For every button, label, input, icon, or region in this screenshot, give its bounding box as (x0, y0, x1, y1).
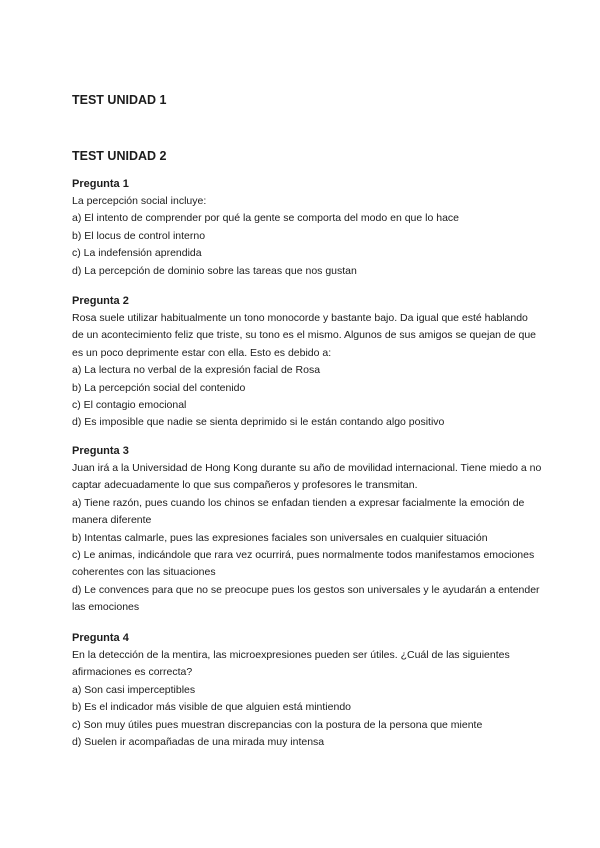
question-title: Pregunta 4 (72, 632, 129, 644)
question-title: Pregunta 3 (72, 445, 129, 457)
question-text: La percepción social incluye: (72, 195, 207, 207)
answer-option-b: b) Intentas calmarle, pues las expresiones faciales son universales en cualquier situación (72, 531, 488, 544)
answer-option-b: b) Es el indicador más visible de que alguien está mintiendo (72, 701, 351, 714)
question-title: Pregunta 2 (72, 295, 129, 307)
answer-option-a: a) Son casi imperceptibles (72, 683, 196, 696)
question-2 (72, 293, 542, 432)
heading-test-unidad-2: TEST UNIDAD 2 (72, 149, 167, 163)
answer-option-c: c) El contagio emocional (72, 399, 187, 412)
answer-option-a: a) La lectura no verbal de la expresión facial de Rosa (72, 364, 321, 377)
answer-option-c: c) Son muy útiles pues muestran discrepancias con la postura de la persona que miente (72, 718, 483, 731)
answer-option-c: c) Le animas, indicándole que rara vez ocurrirá, pues normalmente todos manifestamos emociones coherentes con las situaciones (72, 549, 535, 579)
answer-option-b: b) La percepción social del contenido (72, 381, 246, 394)
question-3 (72, 443, 542, 617)
answer-option-a: a) Tiene razón, pues cuando los chinos se enfadan tienden a expresar facialmente la emoción de manera diferente (72, 496, 525, 527)
answer-option-d: d) Suelen ir acompañadas de una mirada muy intensa (72, 736, 325, 749)
answer-option-d: d) La percepción de dominio sobre las tareas que nos gustan (72, 264, 357, 277)
question-1 (72, 176, 542, 280)
question-text: En la detección de la mentira, las microexpresiones pueden ser útiles. ¿Cuál de las siguientes afirmaciones es correcta? (72, 649, 510, 679)
question-text: Juan irá a la Universidad de Hong Kong durante su año de movilidad internacional. Tiene miedo a no captar adecuadamente lo que sus compañeros y profesores le transmitan. (72, 462, 542, 492)
answer-option-d: d) Le convences para que no se preocupe pues los gestos son universales y le ayudarán a entender las emociones (72, 583, 540, 614)
question-text: Rosa suele utilizar habitualmente un tono monocorde y bastante bajo. Da igual que esté hablando de un acontecimiento feliz que triste, su tono es el mismo. Algunos de sus amigos se quejan de que es un poco deprimente estar con ella. Esto es debido a: (72, 312, 537, 359)
question-title: Pregunta 1 (72, 178, 129, 190)
answer-option-b: b) El locus de control interno (72, 229, 206, 242)
answer-option-c: c) La indefensión aprendida (72, 247, 202, 260)
question-4 (72, 630, 542, 751)
heading-test-unidad-1: TEST UNIDAD 1 (72, 93, 167, 107)
answer-option-a: a) El intento de comprender por qué la gente se comporta del modo en que lo hace (72, 212, 459, 225)
answer-option-d: d) Es imposible que nadie se sienta deprimido si le están contando algo positivo (72, 416, 445, 429)
